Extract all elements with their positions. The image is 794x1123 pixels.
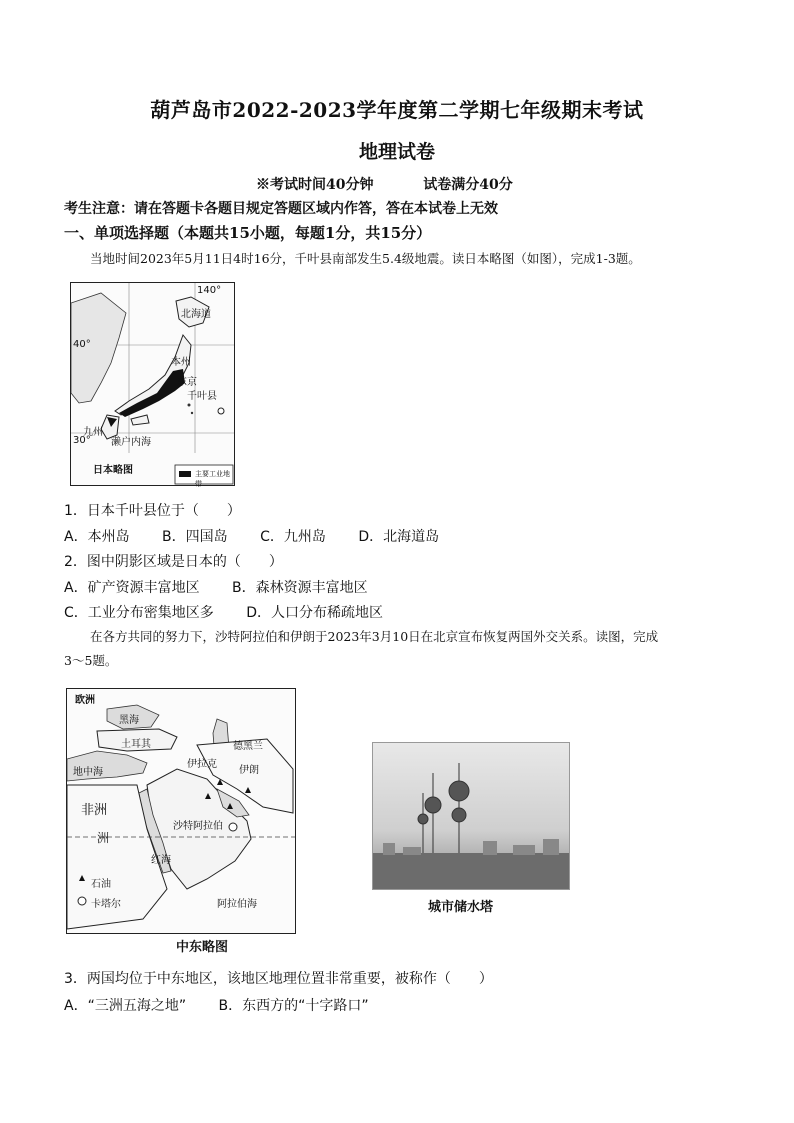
japan-map-legend: 主要工业地带 [195, 470, 230, 488]
label-setonaikai: 濑户内海 [111, 437, 151, 448]
japan-map [70, 282, 235, 486]
time-note: ※考试时间40分钟 [256, 177, 374, 193]
q1-option-b[interactable]: B．四国岛 [162, 529, 228, 545]
q3-option-b[interactable]: B．东西方的“十字路口” [218, 998, 369, 1014]
japan-map-caption: 日本略图 [93, 465, 133, 476]
exam-title: 葫芦岛市2022-2023学年度第二学期七年级期末考试 [150, 98, 644, 122]
q3-option-a[interactable]: A．“三洲五海之地” [64, 998, 187, 1014]
mideast-map [66, 688, 296, 934]
question-2-stem: 2．图中阴影区域是日本的（ ） [64, 554, 283, 570]
label-iran: 伊朗 [239, 765, 259, 776]
label-hokkaido: 北海道 [181, 309, 211, 320]
label-redsea: 红海 [151, 855, 171, 866]
exam-subtitle: 地理试卷 [358, 141, 435, 163]
legend-oil: 石油 [91, 879, 111, 890]
label-tokyo: 东京 [177, 377, 197, 388]
label-asia: 洲 [97, 831, 110, 845]
label-saudi: 沙特阿拉伯 [173, 821, 223, 832]
water-tower-photo [372, 742, 570, 890]
question-2-options-row2 [64, 602, 411, 622]
q1-option-d[interactable]: D．北海道岛 [358, 529, 440, 545]
label-kyushu: 九州 [83, 427, 103, 438]
mideast-map-caption: 中东略图 [176, 940, 229, 955]
context-paragraph-2: 在各方共同的努力下，沙特阿拉伯和伊朗于2023年3月10日在北京宣布恢复两国外交关系。读图，完成 [90, 629, 659, 644]
exam-notice: 考生注意：请在答题卡各题目规定答题区域内作答，答在本试卷上无效 [64, 201, 498, 217]
photo-caption: 城市储水塔 [428, 900, 494, 915]
exam-meta [256, 174, 513, 194]
q2-option-b[interactable]: B．森林资源丰富地区 [232, 580, 368, 596]
q2-option-c[interactable]: C．工业分布密集地区多 [64, 605, 214, 621]
q2-option-a[interactable]: A．矿产资源丰富地区 [64, 580, 200, 596]
label-lon140: 140° [197, 285, 222, 296]
question-3-stem: 3．两国均位于中东地区，该地区地理位置非常重要，被称作（ ） [64, 971, 493, 987]
label-arabian-sea: 阿拉伯海 [217, 899, 257, 910]
label-lat40: 40° [73, 339, 91, 350]
label-tehran: 德黑兰 [233, 741, 263, 752]
q1-option-c[interactable]: C．九州岛 [260, 529, 326, 545]
question-3-options [64, 995, 397, 1015]
label-europe: 欧洲 [75, 695, 95, 706]
question-1-options [64, 526, 467, 546]
label-chiba: 千叶县 [187, 391, 217, 402]
label-lat30: 30° [73, 435, 91, 446]
context-paragraph-2-cont: 3～5题。 [64, 653, 118, 668]
label-africa: 非洲 [81, 803, 108, 818]
label-blacksea: 黑海 [119, 715, 139, 726]
label-turkey: 土耳其 [121, 739, 151, 750]
label-honshu: 本州 [171, 357, 191, 368]
score-note: 试卷满分40分 [423, 177, 513, 193]
water-tower-graphic [373, 743, 569, 889]
label-med: 地中海 [73, 767, 103, 778]
context-paragraph-1: 当地时间2023年5月11日4时16分，千叶县南部发生5.4级地震。读日本略图（如图），完成1-3题。 [90, 251, 641, 266]
label-iraq: 伊拉克 [187, 759, 217, 770]
question-2-options-row1 [64, 577, 396, 597]
question-1-stem: 1．日本千叶县位于（ ） [64, 503, 241, 519]
q2-option-d[interactable]: D．人口分布稀疏地区 [246, 605, 384, 621]
section-heading: 一、单项选择题（本题共15小题，每题1分，共15分） [64, 224, 432, 242]
legend-qatar: 卡塔尔 [91, 899, 121, 910]
q1-option-a[interactable]: A．本州岛 [64, 529, 130, 545]
